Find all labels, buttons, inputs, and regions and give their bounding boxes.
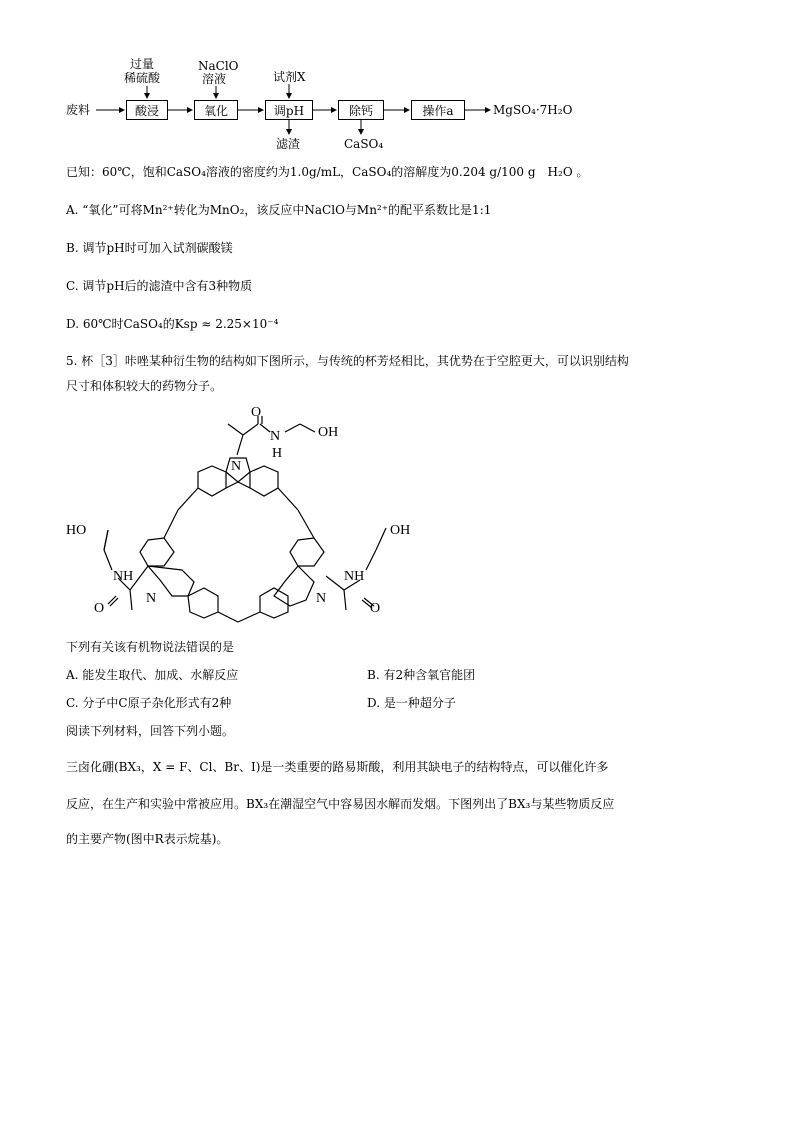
byproduct-residue: 滤渣 (276, 137, 301, 151)
reagent-3: 试剂X (273, 70, 306, 84)
step-acid-leach: 酸浸 (126, 100, 168, 120)
q4-option-c: C. 调节pH后的滤渣中含有3种物质 (66, 279, 253, 293)
q5-stem-line1: 5. 杯［3］咔唑某种衍生物的结构如下图所示，与传统的杯芳烃相比，其优势在于空腔更大，可以识别结构 (66, 354, 629, 368)
step-adjust-ph: 调pH (265, 100, 313, 120)
group-oh-top: OH (318, 425, 339, 440)
group-oh-right: OH (390, 523, 411, 538)
atom-n-carbazole-right: N (316, 591, 327, 606)
reagent-1-top: 过量 (130, 57, 155, 71)
atom-n-carbazole-top: N (231, 459, 242, 474)
step-oxidize: 氧化 (194, 100, 238, 120)
calixcarbazole-structure (0, 400, 794, 625)
reagent-2-top: NaClO (198, 59, 239, 73)
q5-option-d: D. 是一种超分子 (367, 696, 456, 710)
q4-option-a: A. “氧化”可将Mn²⁺转化为MnO₂，该反应中NaClO与Mn²⁺的配平系数比是1:1 (66, 203, 492, 217)
step-operation-a: 操作a (411, 100, 465, 120)
q4-option-d: D. 60℃时CaSO₄的Ksp ≈ 2.25×10⁻⁴ (66, 317, 279, 331)
flow-product: MgSO₄·7H₂O (493, 103, 573, 117)
known-info: 已知：60℃，饱和CaSO₄溶液的密度约为1.0g/mL，CaSO₄的溶解度为0.204 g/100 g H₂O 。 (66, 165, 589, 179)
q5-option-a: A. 能发生取代、加成、水解反应 (66, 668, 239, 682)
q5-option-b: B. 有2种含氧官能团 (367, 668, 476, 682)
atom-h-top: H (272, 446, 283, 461)
reading-intro: 阅读下列材料，回答下列小题。 (66, 724, 235, 738)
reagent-1-bottom: 稀硫酸 (124, 71, 161, 85)
byproduct-caso4: CaSO₄ (344, 137, 384, 151)
reading-line3: 的主要产物(图中R表示烷基)。 (66, 832, 229, 846)
step-remove-calcium: 除钙 (338, 100, 384, 120)
flow-arrows (0, 0, 794, 160)
atom-o-left: O (94, 601, 105, 616)
atom-n-carbazole-left: N (146, 591, 157, 606)
atom-n-top: N (270, 429, 281, 444)
q5-stem-line2: 尺寸和体积较大的药物分子。 (66, 379, 223, 393)
q5-question: 下列有关该有机物说法错误的是 (66, 640, 235, 654)
reagent-2-bottom: 溶液 (202, 72, 227, 86)
reading-line1: 三卤化硼(BX₃，X = F、Cl、Br、I)是一类重要的路易斯酸，利用其缺电子的结构特点，可以催化许多 (66, 760, 609, 774)
group-nh-left: NH (113, 569, 134, 584)
atom-o-top: O (251, 405, 262, 420)
q5-option-c: C. 分子中C原子杂化形式有2种 (66, 696, 232, 710)
flow-start: 废料 (66, 103, 91, 117)
group-nh-right: NH (344, 569, 365, 584)
atom-o-right: O (370, 601, 381, 616)
group-ho-left: HO (66, 523, 87, 538)
q4-option-b: B. 调节pH时可加入试剂碳酸镁 (66, 241, 233, 255)
reading-line2: 反应，在生产和实验中常被应用。BX₃在潮湿空气中容易因水解而发烟。下图列出了BX₃与某些物质反应 (66, 797, 615, 811)
